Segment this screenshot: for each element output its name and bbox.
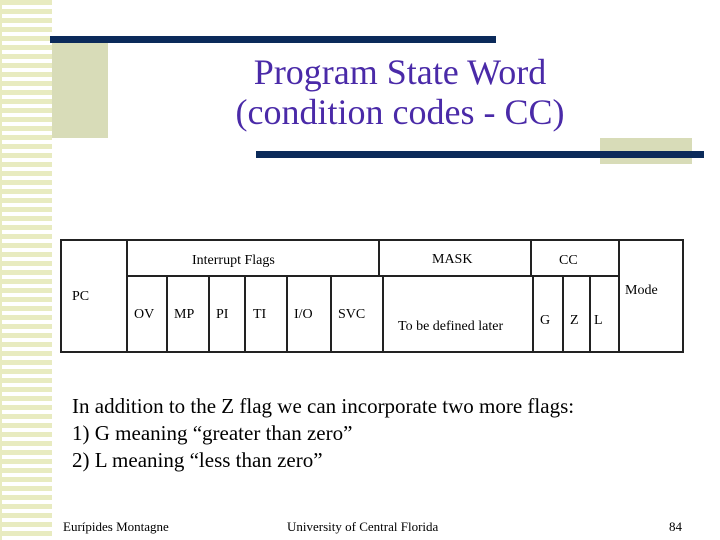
mask-cc-divider	[532, 275, 534, 351]
flag-ti-label: TI	[253, 307, 267, 322]
side-stripe-decoration	[0, 0, 52, 540]
flag-divider	[166, 275, 168, 351]
body-text	[72, 393, 574, 474]
title-accent-bar-bottom	[256, 151, 704, 158]
mask-description: To be defined later	[398, 319, 504, 334]
body-line-1: In addition to the Z flag we can incorporate two more flags:	[72, 394, 575, 418]
cc-flag-divider	[589, 275, 591, 351]
mask-cc-header-divider	[530, 241, 532, 275]
cc-flag-z-label: Z	[570, 313, 579, 328]
cc-flag-divider	[562, 275, 564, 351]
footer-page-number: 84	[669, 519, 682, 534]
footer-institution: University of Central Florida	[287, 519, 439, 534]
slide-title-line2: (condition codes - CC)	[235, 92, 565, 132]
pc-divider	[126, 241, 128, 351]
psw-diagram	[60, 239, 684, 353]
footer-author: Eurípides Montagne	[63, 519, 169, 534]
interrupt-flags-label: Interrupt Flags	[192, 253, 275, 268]
cc-flag-g-label: G	[540, 313, 551, 328]
flag-svc-label: SVC	[338, 307, 366, 322]
body-line-2: 1) G meaning “greater than zero”	[72, 421, 353, 445]
cc-label: CC	[559, 253, 578, 268]
mode-label: Mode	[625, 283, 658, 298]
flag-divider	[244, 275, 246, 351]
flags-mask-divider	[382, 275, 384, 351]
flag-pi-label: PI	[216, 307, 229, 322]
slide-title	[150, 52, 650, 132]
body-line-3: 2) L meaning “less than zero”	[72, 448, 323, 472]
pc-label: PC	[72, 289, 90, 304]
title-accent-block-left	[52, 36, 108, 138]
flag-ov-label: OV	[134, 307, 155, 322]
cc-flag-l-label: L	[594, 313, 603, 328]
flag-divider	[330, 275, 332, 351]
flags-mask-header-divider	[378, 241, 380, 275]
mask-label: MASK	[432, 252, 473, 267]
slide-title-line1: Program State Word	[253, 52, 547, 92]
flag-divider	[286, 275, 288, 351]
cc-mode-divider	[618, 241, 620, 351]
flag-mp-label: MP	[174, 307, 195, 322]
flag-divider	[208, 275, 210, 351]
header-divider	[126, 275, 618, 277]
flag-io-label: I/O	[294, 307, 313, 322]
title-accent-bar-top	[50, 36, 496, 43]
